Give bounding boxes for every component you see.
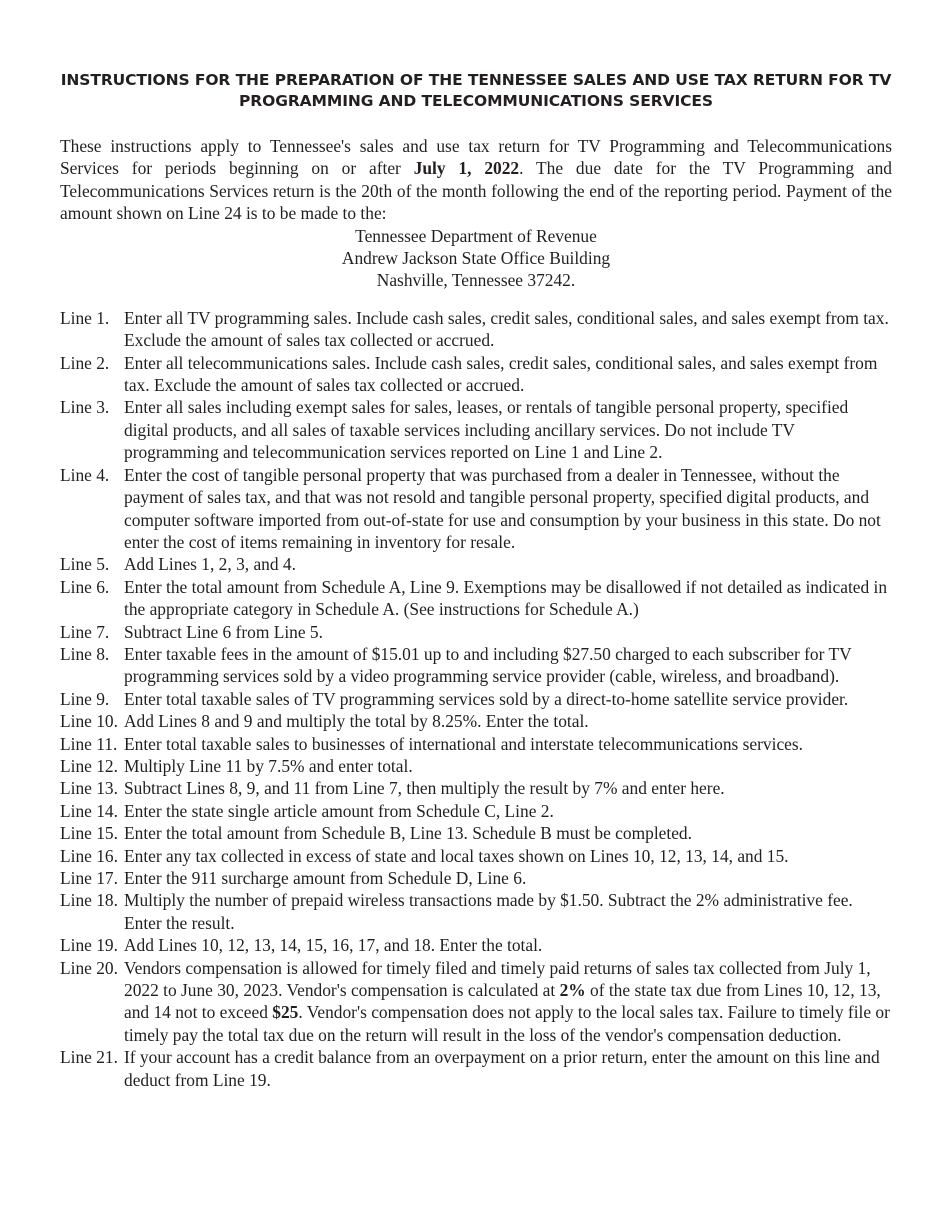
line-label: Line 7.	[60, 621, 110, 642]
address-line-3: Nashville, Tennessee 37242.	[376, 270, 576, 291]
line-item-21	[60, 1046, 892, 1091]
line-item-6	[60, 576, 892, 621]
line-text	[124, 957, 892, 1047]
line-item-16	[60, 845, 892, 867]
line-text: Enter any tax collected in excess of state and local taxes shown on Lines 10, 12, 13, 14, and 15.	[124, 845, 789, 866]
line-item-11	[60, 733, 892, 755]
line-text: Enter the cost of tangible personal property that was purchased from a dealer in Tennessee, without the payment of sales tax, and that was not resold and tangible personal property, specified digital products, and computer software imported from out-of-state for use and consumption by your business in this state. Do not enter the cost of items remaining in inventory for resale.	[124, 464, 881, 552]
line-item-5	[60, 553, 892, 575]
line-label: Line 1.	[60, 307, 110, 328]
line-item-15	[60, 822, 892, 844]
line-label: Line 12.	[60, 755, 118, 776]
line-text: Enter the total amount from Schedule A, Line 9. Exemptions may be disallowed if not detailed as indicated in the appropriate category in Schedule A. (See instructions for Schedule A.)	[124, 576, 888, 620]
line-item-8	[60, 643, 892, 688]
address-line-1: Tennessee Department of Revenue	[355, 225, 597, 246]
line-text: Enter all telecommunications sales. Include cash sales, credit sales, conditional sales, and sales exempt from tax. Exclude the amount of sales tax collected or accrued.	[124, 352, 878, 396]
line-label: Line 9.	[60, 688, 110, 709]
line-item-18	[60, 889, 892, 934]
line-text: Multiply the number of prepaid wireless transactions made by $1.50. Subtract the 2% administrative fee. Enter the result.	[124, 890, 853, 933]
page-title	[60, 70, 892, 112]
line-text: Enter total taxable sales to businesses of international and interstate telecommunications services.	[124, 733, 803, 754]
line-text: Multiply Line 11 by 7.5% and enter total.	[124, 755, 413, 776]
line-label: Line 4.	[60, 464, 110, 485]
line-text: Enter all sales including exempt sales for sales, leases, or rentals of tangible personal property, specified digital products, and all sales of taxable services including ancillary services. Do not include TV programming and telecommunication services reported on Line 1 and Line 2.	[124, 397, 849, 463]
line-text: Enter the state single article amount from Schedule C, Line 2.	[124, 800, 554, 821]
line20-text-1: Vendors compensation is allowed for timely filed and timely paid returns of sales tax collected from July 1, 2022 to June 30, 2023. Vendor's compensation is calculated at	[124, 957, 871, 1001]
line-text: Enter the total amount from Schedule B, Line 13. Schedule B must be completed.	[124, 823, 692, 844]
line-text: Subtract Lines 8, 9, and 11 from Line 7, then multiply the result by 7% and enter here.	[124, 778, 725, 799]
line-item-19	[60, 934, 892, 956]
line-instructions-list	[60, 307, 892, 1091]
title-line-2: PROGRAMMING AND TELECOMMUNICATIONS SERVICES	[239, 92, 713, 110]
line-text: Enter the 911 surcharge amount from Schedule D, Line 6.	[124, 868, 527, 888]
line-text: Subtract Line 6 from Line 5.	[124, 621, 323, 642]
line-label: Line 8.	[60, 643, 110, 664]
line-label: Line 11.	[60, 733, 118, 754]
line-label: Line 5.	[60, 554, 110, 575]
mailing-address	[60, 225, 892, 292]
line-item-2	[60, 352, 892, 397]
line-item-4	[60, 464, 892, 554]
instructions-page	[60, 70, 892, 1091]
line20-text-2: of the state tax due from Lines 10, 12, 13, and 14 not to exceed	[124, 980, 881, 1023]
line-text: Enter all TV programming sales. Include cash sales, credit sales, conditional sales, and sales exempt from tax. Exclude the amount of sales tax collected or accrued.	[124, 307, 889, 351]
line-label: Line 14.	[60, 800, 118, 821]
intro-paragraph	[60, 135, 892, 225]
address-line-2: Andrew Jackson State Office Building	[341, 248, 611, 269]
line-item-12	[60, 755, 892, 777]
line-label: Line 2.	[60, 352, 110, 373]
line-item-1	[60, 307, 892, 352]
line-label: Line 21.	[60, 1047, 118, 1068]
line-item-3	[60, 396, 892, 463]
line-label: Line 17.	[60, 868, 118, 888]
title-line-1: INSTRUCTIONS FOR THE PREPARATION OF THE TENNESSEE SALES AND USE TAX RETURN FOR TV	[60, 71, 892, 89]
line-label: Line 16.	[60, 845, 118, 866]
line20-rate: 2%	[559, 980, 586, 1001]
line-label: Line 18.	[60, 890, 118, 911]
line-label: Line 15.	[60, 823, 118, 844]
line-label: Line 6.	[60, 576, 110, 597]
line-item-20	[60, 957, 892, 1047]
line-item-17	[60, 867, 892, 889]
line-label: Line 3.	[60, 397, 110, 418]
line-item-9	[60, 688, 892, 710]
line-label: Line 20.	[60, 957, 118, 978]
line-label: Line 13.	[60, 778, 118, 799]
line-item-14	[60, 800, 892, 822]
line-item-7	[60, 621, 892, 643]
line-text: Add Lines 1, 2, 3, and 4.	[124, 554, 296, 575]
line-item-13	[60, 777, 892, 799]
line-text: Enter taxable fees in the amount of $15.01 up to and including $27.50 charged to each subscriber for TV programming services sold by a video programming service provider (cable, wireless, and broadband).	[124, 643, 852, 687]
line-text: Add Lines 10, 12, 13, 14, 15, 16, 17, and 18. Enter the total.	[124, 935, 543, 956]
line-text: If your account has a credit balance from an overpayment on a prior return, enter the amount on this line and deduct from Line 19.	[124, 1047, 880, 1090]
intro-text-1: These instructions apply to Tennessee's sales and use tax return for TV Programming and Telecommunications Services for periods beginning on or after	[60, 136, 892, 179]
line-item-10	[60, 710, 892, 732]
line-text: Enter total taxable sales of TV programming services sold by a direct-to-home satellite service provider.	[124, 688, 849, 709]
intro-date: July 1, 2022	[413, 158, 520, 179]
line-label: Line 10.	[60, 711, 118, 732]
line20-cap: $25	[272, 1002, 299, 1023]
line20-text-3: . Vendor's compensation does not apply to the local sales tax. Failure to timely file or timely pay the total tax due on the return will result in the loss of the vendor's compensation deduction.	[124, 1002, 890, 1045]
intro-text-2: . The due date for the TV Programming and Telecommunications Services return is the 20th of the month following the end of the reporting period. Payment of the amount shown on Line 24 is to be made to the:	[60, 158, 892, 224]
line-text: Add Lines 8 and 9 and multiply the total by 8.25%. Enter the total.	[124, 711, 589, 732]
line-label: Line 19.	[60, 935, 118, 956]
